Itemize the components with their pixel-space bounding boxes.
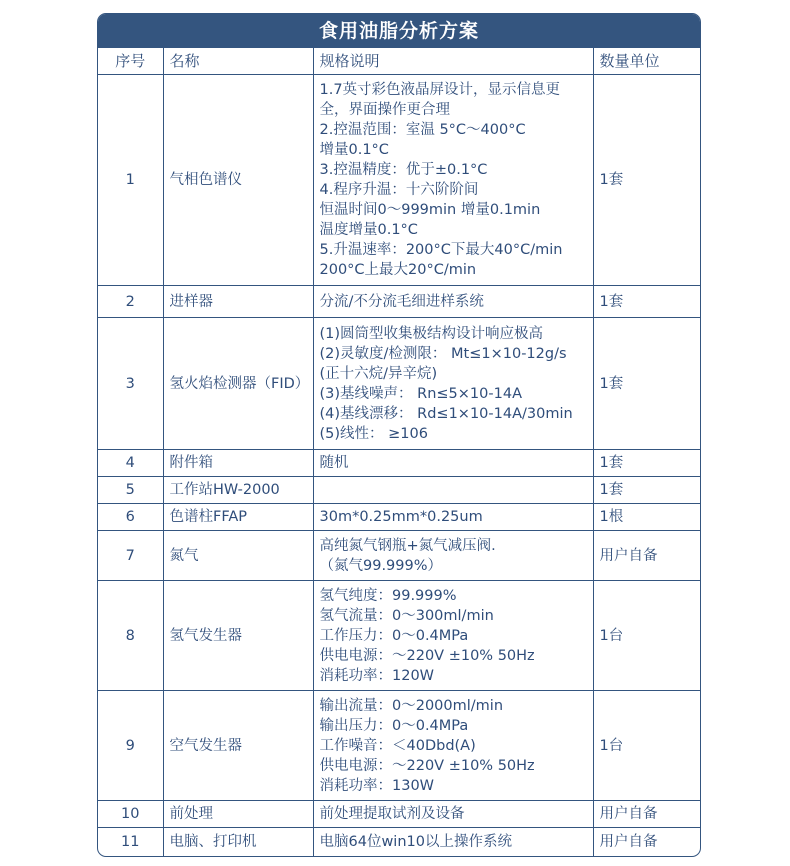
spec-line: 全，界面操作更合理 (319, 102, 450, 118)
cell-no: 2 (98, 286, 163, 318)
table-row (98, 450, 700, 477)
cell-qty: 1套 (593, 450, 700, 477)
header-row (98, 48, 700, 75)
cell-spec (313, 286, 593, 318)
cell-no: 1 (98, 75, 163, 286)
cell-spec (313, 801, 593, 828)
spec-line: 30m*0.25mm*0.25um (319, 509, 483, 525)
spec-line: 分流/不分流毛细进样系统 (319, 293, 484, 310)
spec-line: 高纯氮气钢瓶+氮气减压阀. (319, 537, 496, 554)
spec-line: 消耗功率：120W (319, 667, 435, 684)
cell-no: 10 (98, 801, 163, 828)
spec-line: 2.控温范围：室温 5°C～400°C (319, 122, 526, 138)
cell-qty: 用户自备 (593, 828, 700, 856)
spec-line: 4.程序升温：十六阶阶间 (319, 182, 479, 198)
cell-spec (313, 318, 593, 450)
spec-line: 随机 (319, 455, 349, 471)
table-row (98, 828, 700, 856)
cell-name: 进样器 (163, 286, 313, 318)
spec-line: 供电电源：～220V ±10% 50Hz (319, 647, 535, 664)
spec-line: 消耗功率：130W (319, 777, 435, 794)
cell-spec (313, 581, 593, 691)
spec-line: 氢气纯度：99.999% (319, 587, 457, 604)
cell-name: 附件箱 (163, 450, 313, 477)
spec-line: (5)线性： ≥106 (319, 425, 428, 442)
cell-spec (313, 504, 593, 531)
table-title: 食用油脂分析方案 (98, 14, 700, 48)
cell-qty: 1套 (593, 318, 700, 450)
cell-name: 氮气 (163, 531, 313, 581)
cell-qty: 1根 (593, 504, 700, 531)
spec-line: 前处理提取试剂及设备 (319, 806, 465, 822)
spec-line: 温度增量0.1°C (319, 222, 418, 238)
spec-line: 工作噪音：＜40Dbd(A) (319, 737, 476, 754)
cell-qty: 1套 (593, 286, 700, 318)
spec-line: 工作压力：0～0.4MPa (319, 627, 469, 644)
cell-spec (313, 477, 593, 504)
table-row (98, 581, 700, 691)
cell-qty: 用户自备 (593, 801, 700, 828)
cell-qty: 1套 (593, 477, 700, 504)
table-row (98, 691, 700, 801)
cell-qty: 1台 (593, 691, 700, 801)
table-row (98, 286, 700, 318)
cell-name: 色谱柱FFAP (163, 504, 313, 531)
cell-name: 氢火焰检测器（FID） (163, 318, 313, 450)
spec-line: 氢气流量：0～300ml/min (319, 607, 494, 624)
cell-no: 5 (98, 477, 163, 504)
cell-name: 电脑、打印机 (163, 828, 313, 856)
cell-spec (313, 531, 593, 581)
table-row (98, 531, 700, 581)
cell-spec (313, 450, 593, 477)
cell-no: 3 (98, 318, 163, 450)
spec-line: 1.7英寸彩色液晶屏设计，显示信息更 (319, 82, 561, 98)
spec-line: 恒温时间0～999min 增量0.1min (319, 202, 541, 218)
cell-spec (313, 75, 593, 286)
cell-qty: 1套 (593, 75, 700, 286)
header-spec: 规格说明 (313, 48, 593, 75)
spec-line: 增量0.1°C (319, 142, 389, 158)
cell-no: 6 (98, 504, 163, 531)
header-no: 序号 (98, 48, 163, 75)
table-row (98, 477, 700, 504)
cell-name: 前处理 (163, 801, 313, 828)
spec-line: 输出流量：0～2000ml/min (319, 697, 504, 714)
spec-line: (3)基线噪声： Rn≤5×10-14A (319, 385, 522, 402)
table-row (98, 75, 700, 286)
spec-line: 5.升温速率：200°C下最大40°C/min (319, 242, 563, 258)
spec-line: (正十六烷/异辛烷) (319, 365, 438, 382)
table-row (98, 318, 700, 450)
spec-line: (4)基线漂移： Rd≤1×10-14A/30min (319, 405, 573, 422)
cell-name: 工作站HW-2000 (163, 477, 313, 504)
analysis-plan-table (97, 13, 701, 857)
cell-name: 空气发生器 (163, 691, 313, 801)
spec-line: (2)灵敏度/检测限： Mt≤1×10-12g/s (319, 345, 567, 362)
cell-no: 9 (98, 691, 163, 801)
cell-spec (313, 691, 593, 801)
table-body (98, 75, 700, 856)
cell-name: 氢气发生器 (163, 581, 313, 691)
equipment-table (98, 48, 700, 856)
table-row (98, 801, 700, 828)
cell-qty: 1台 (593, 581, 700, 691)
cell-no: 11 (98, 828, 163, 856)
spec-line: （氮气99.999%） (319, 557, 443, 574)
spec-line: 电脑64位win10以上操作系统 (319, 833, 512, 850)
spec-line: 3.控温精度：优于±0.1°C (319, 162, 488, 178)
spec-line: 供电电源：～220V ±10% 50Hz (319, 757, 535, 774)
cell-no: 7 (98, 531, 163, 581)
spec-line: 200°C上最大20°C/min (319, 262, 477, 278)
table-row (98, 504, 700, 531)
cell-qty: 用户自备 (593, 531, 700, 581)
cell-spec (313, 828, 593, 856)
cell-name: 气相色谱仪 (163, 75, 313, 286)
spec-line: 输出压力：0～0.4MPa (319, 717, 469, 734)
cell-no: 8 (98, 581, 163, 691)
spec-line: (1)圆筒型收集极结构设计响应极高 (319, 325, 544, 342)
cell-no: 4 (98, 450, 163, 477)
header-name: 名称 (163, 48, 313, 75)
header-qty: 数量单位 (593, 48, 700, 75)
